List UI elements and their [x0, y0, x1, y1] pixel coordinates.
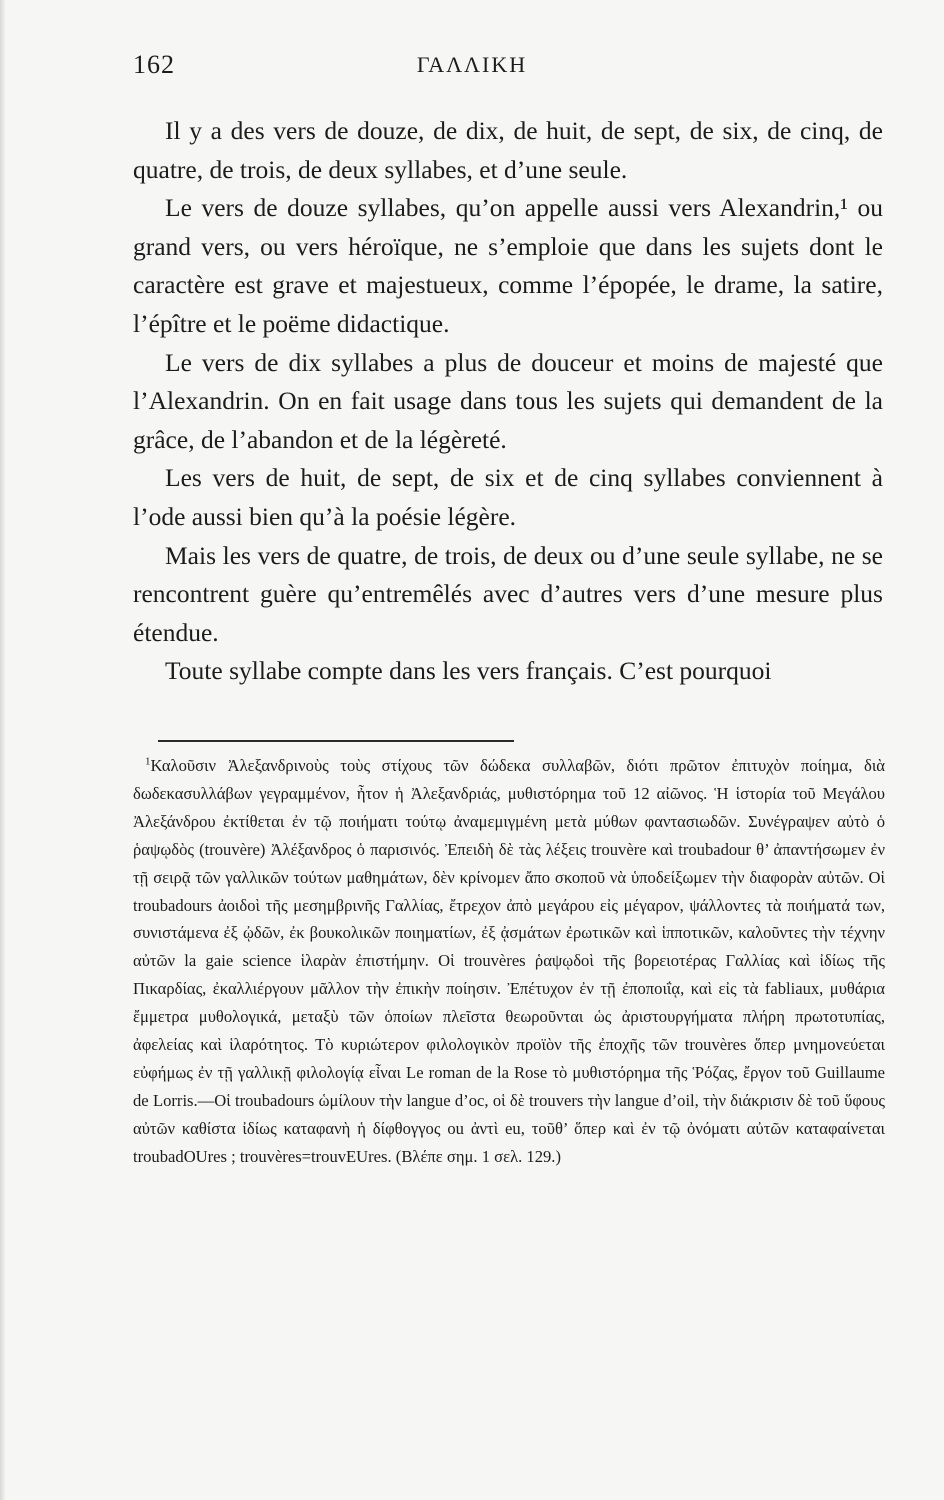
footnote [133, 752, 885, 1171]
footnote-divider [158, 740, 514, 742]
main-text [133, 112, 883, 691]
paragraph: Toute syllabe compte dans les vers français. C’est pourquoi [165, 656, 772, 686]
paragraph: Il y a des vers de douze, de dix, de huit, de sept, de six, de cinq, de quatre, de trois, de deux syllabes, et d’une seule. [133, 116, 883, 184]
page-number: 162 [133, 50, 175, 79]
paragraph: Le vers de douze syllabes, qu’on appelle aussi vers Alexandrin,¹ ou grand vers, ou vers héroïque, ne s’emploie que dans les sujets dont le caractère est grave et majestueux, comme l’épopée, le drame, la satire, l’épître et le poëme didactique. [133, 193, 883, 338]
paragraph: Les vers de huit, de sept, de six et de cinq syllabes conviennent à l’ode aussi bien qu’à la poésie légère. [133, 463, 883, 531]
paragraph: Mais les vers de quatre, de trois, de deux ou d’une seule syllabe, ne se rencontrent guère qu’entremêlés avec d’autres vers d’une mesure plus étendue. [133, 540, 883, 647]
running-title: ΓΑΛΛΙΚΗ [416, 52, 528, 77]
footnote-text: Καλοῦσιν Ἀλεξανδρινοὺς τοὺς στίχους τῶν δώδεκα συλλαβῶν, διότι πρῶτον ἐπιτυχὸν ποίημα, διὰ δωδεκασυλλάβων γεγραμμένον, ἦτον ἡ Ἀλεξανδριάς, μυθιστόρημα τοῦ 12 αἰῶνος. Ἡ ἱστορία τοῦ Μεγάλου Ἀλεξάνδρου ἐκτίθεται ἐν τῷ ποιήματι τούτῳ ἀναμεμιγμένη μετὰ μύθων φαντασιωδῶν. Συνέγραψεν αὐτὸ ὁ ῥαψῳδὸς (trouvère) Ἀλέξανδρος ὁ παρισινός. Ἐπειδὴ δὲ τὰς λέξεις trouvère καὶ troubadour θ’ ἀπαντήσωμεν ἐν τῇ σειρᾷ τῶν γαλλικῶν τούτων μαθημάτων, δὲν κρίνομεν ἄπο σκοποῦ νὰ ὑποδείξωμεν τὴν διαφορὰν αὐτῶν. Οἱ troubadours ἀοιδοὶ τῆς μεσημβρινῆς Γαλλίας, ἔτρεχον ἀπὸ μεγάρου εἰς μέγαρον, ψάλλοντες τὰ ποιήματά των, συνιστάμενα ἐξ ᾠδῶν, ἐκ βουκολικῶν ποιηματίων, ἐξ ᾀσμάτων ἐρωτικῶν καὶ ἱπποτικῶν, καλοῦντες τὴν τέχνην αὐτῶν la gaie science ἱλαρὰν ἐπιστήμην. Οἱ trouvères ῥαψῳδοὶ τῆς βορειοτέρας Γαλλίας καὶ ἰδίως τῆς Πικαρδίας, ἐκαλλιέργουν μᾶλλον τὴν ἐπικὴν ποίησιν. Ἐπέτυχον ἐν τῇ ἐποποιΐᾳ, καὶ εἰς τὰ fabliaux, μυθάρια ἔμμετρα μυθολογικά, μεταξὺ τῶν ὁποίων πλεῖστα θεωροῦνται ὡς ἀριστουργήματα πλήρη πρωτοτυπίας, ἀφελείας καὶ ἱλαρότητος. Τὸ κυριώτερον φιλολογικὸν προϊὸν τῆς ἐποχῆς τῶν trouvères ὅπερ μνημονεύεται εὐφήμως ἐν τῇ γαλλικῇ φιλολογίᾳ εἶναι Le roman de la Rose τὸ μυθιστόρημα τῆς Ῥόζας, ἔργον τοῦ Guillaume de Lorris.—Οἱ troubadours ὡμίλουν τὴν langue d’oc, οἱ δὲ trouvers τὴν langue d’oil, τὴν διάκρισιν δὲ τοῦ ὕφους αὐτῶν καθίστα ἰδίως καταφανὴ ἡ δίφθογγος ou ἀντὶ eu, τοῦθ’ ὅπερ καὶ ἐν τῷ ὀνόματι αὐτῶν καταφαίνεται troubadOUres ; trouvères=trouvEUres. (Βλέπε σημ. 1 σελ. 129.) [133, 756, 885, 1166]
paragraph: Le vers de dix syllabes a plus de douceur et moins de majesté que l’Alexandrin. On en fait usage dans tous les sujets qui demandent de la grâce, de l’abandon et de la légèreté. [133, 347, 883, 454]
footnote-marker: 1 [145, 755, 151, 768]
footnote-paragraph [133, 752, 885, 1171]
page-edge-shadow [0, 0, 6, 1500]
